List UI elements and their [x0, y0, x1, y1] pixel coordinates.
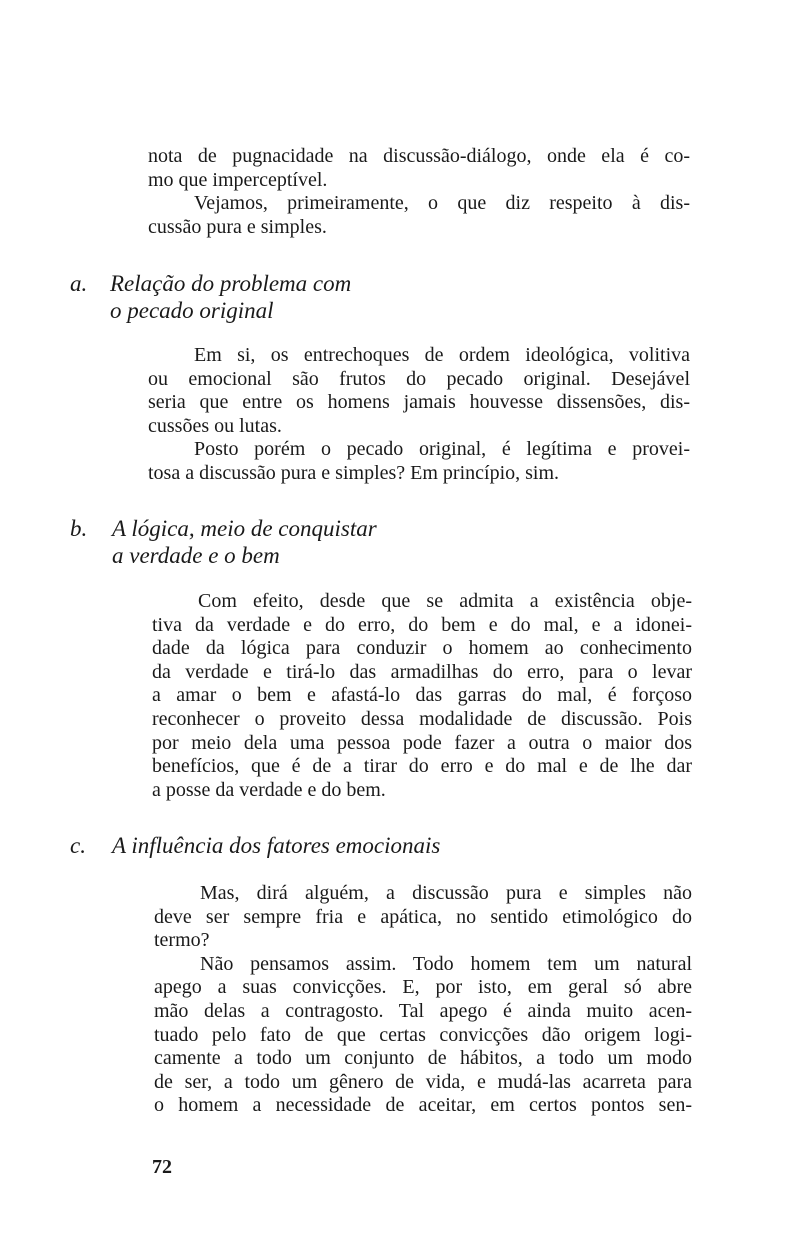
text-line: a amar o bem e afastá-lo das garras do mal, é forçoso: [152, 684, 692, 707]
section-title-line: o pecado original: [110, 298, 274, 323]
page-number: 72: [152, 1156, 172, 1178]
text-line: nota de pugnacidade na discussão-diálogo, onde ela é co-: [148, 145, 690, 167]
intro-paragraph: [148, 145, 690, 239]
section-title-line: Relação do problema com: [110, 271, 352, 296]
section-letter: a.: [70, 271, 88, 296]
text-line: Não pensamos assim. Todo homem tem um natural: [200, 952, 692, 975]
section-a-heading: [70, 270, 570, 324]
text-line: Posto porém o pecado original, é legítima e provei-: [194, 438, 690, 461]
text-line: dade da lógica para conduzir o homem ao conhecimento: [152, 637, 692, 660]
text-line: de ser, a todo um gênero de vida, e mudá-las acarreta para: [154, 1070, 692, 1093]
section-title-line: A influência dos fatores emocionais: [112, 833, 441, 858]
text-line: camente a todo um conjunto de hábitos, a todo um modo: [154, 1047, 692, 1070]
section-letter: c.: [70, 833, 86, 858]
section-letter: b.: [70, 516, 88, 541]
text-line: Com efeito, desde que se admita a existência obje-: [198, 590, 692, 612]
text-line: mão delas a contragosto. Tal apego é ainda muito acen-: [154, 999, 692, 1022]
text-line: cussões ou lutas.: [148, 414, 282, 437]
text-line: por meio dela uma pessoa pode fazer a outra o maior dos: [152, 731, 692, 754]
text-line: deve ser sempre fria e apática, no sentido etimológico do: [154, 905, 692, 928]
section-b-heading: [70, 515, 570, 569]
text-line: cussão pura e simples.: [148, 215, 327, 238]
text-line: Mas, dirá alguém, a discussão pura e simples não: [200, 882, 692, 904]
text-line: Vejamos, primeiramente, o que diz respeito à dis-: [194, 192, 690, 215]
section-c-paragraph: [154, 882, 692, 1118]
text-line: termo?: [154, 929, 210, 952]
text-line: apego a suas convicções. E, por isto, em geral só abre: [154, 976, 692, 999]
text-line: Em si, os entrechoques de ordem ideológica, volitiva: [194, 344, 690, 366]
section-title-line: a verdade e o bem: [112, 543, 280, 568]
text-line: a posse da verdade e do bem.: [152, 778, 386, 801]
text-line: ou emocional são frutos do pecado original. Desejável: [148, 367, 690, 390]
text-line: mo que imperceptível.: [148, 168, 328, 191]
text-line: benefícios, que é de a tirar do erro e do mal e de lhe dar: [152, 755, 692, 778]
section-a-paragraph: [148, 344, 690, 486]
text-line: o homem a necessidade de aceitar, em certos pontos sen-: [154, 1094, 692, 1117]
text-line: tosa a discussão pura e simples? Em princípio, sim.: [148, 461, 560, 484]
text-line: reconhecer o proveito dessa modalidade de discussão. Pois: [152, 707, 692, 730]
section-b-paragraph: [152, 590, 692, 802]
text-line: tuado pelo fato de que certas convicções dão origem logi-: [154, 1023, 692, 1046]
text-line: tiva da verdade e do erro, do bem e do mal, e a idonei-: [152, 613, 692, 636]
section-c-heading: [70, 832, 630, 859]
section-title-line: A lógica, meio de conquistar: [112, 516, 377, 541]
text-line: da verdade e tirá-lo das armadilhas do erro, para o levar: [152, 660, 692, 683]
text-line: seria que entre os homens jamais houvesse dissensões, dis-: [148, 391, 690, 414]
